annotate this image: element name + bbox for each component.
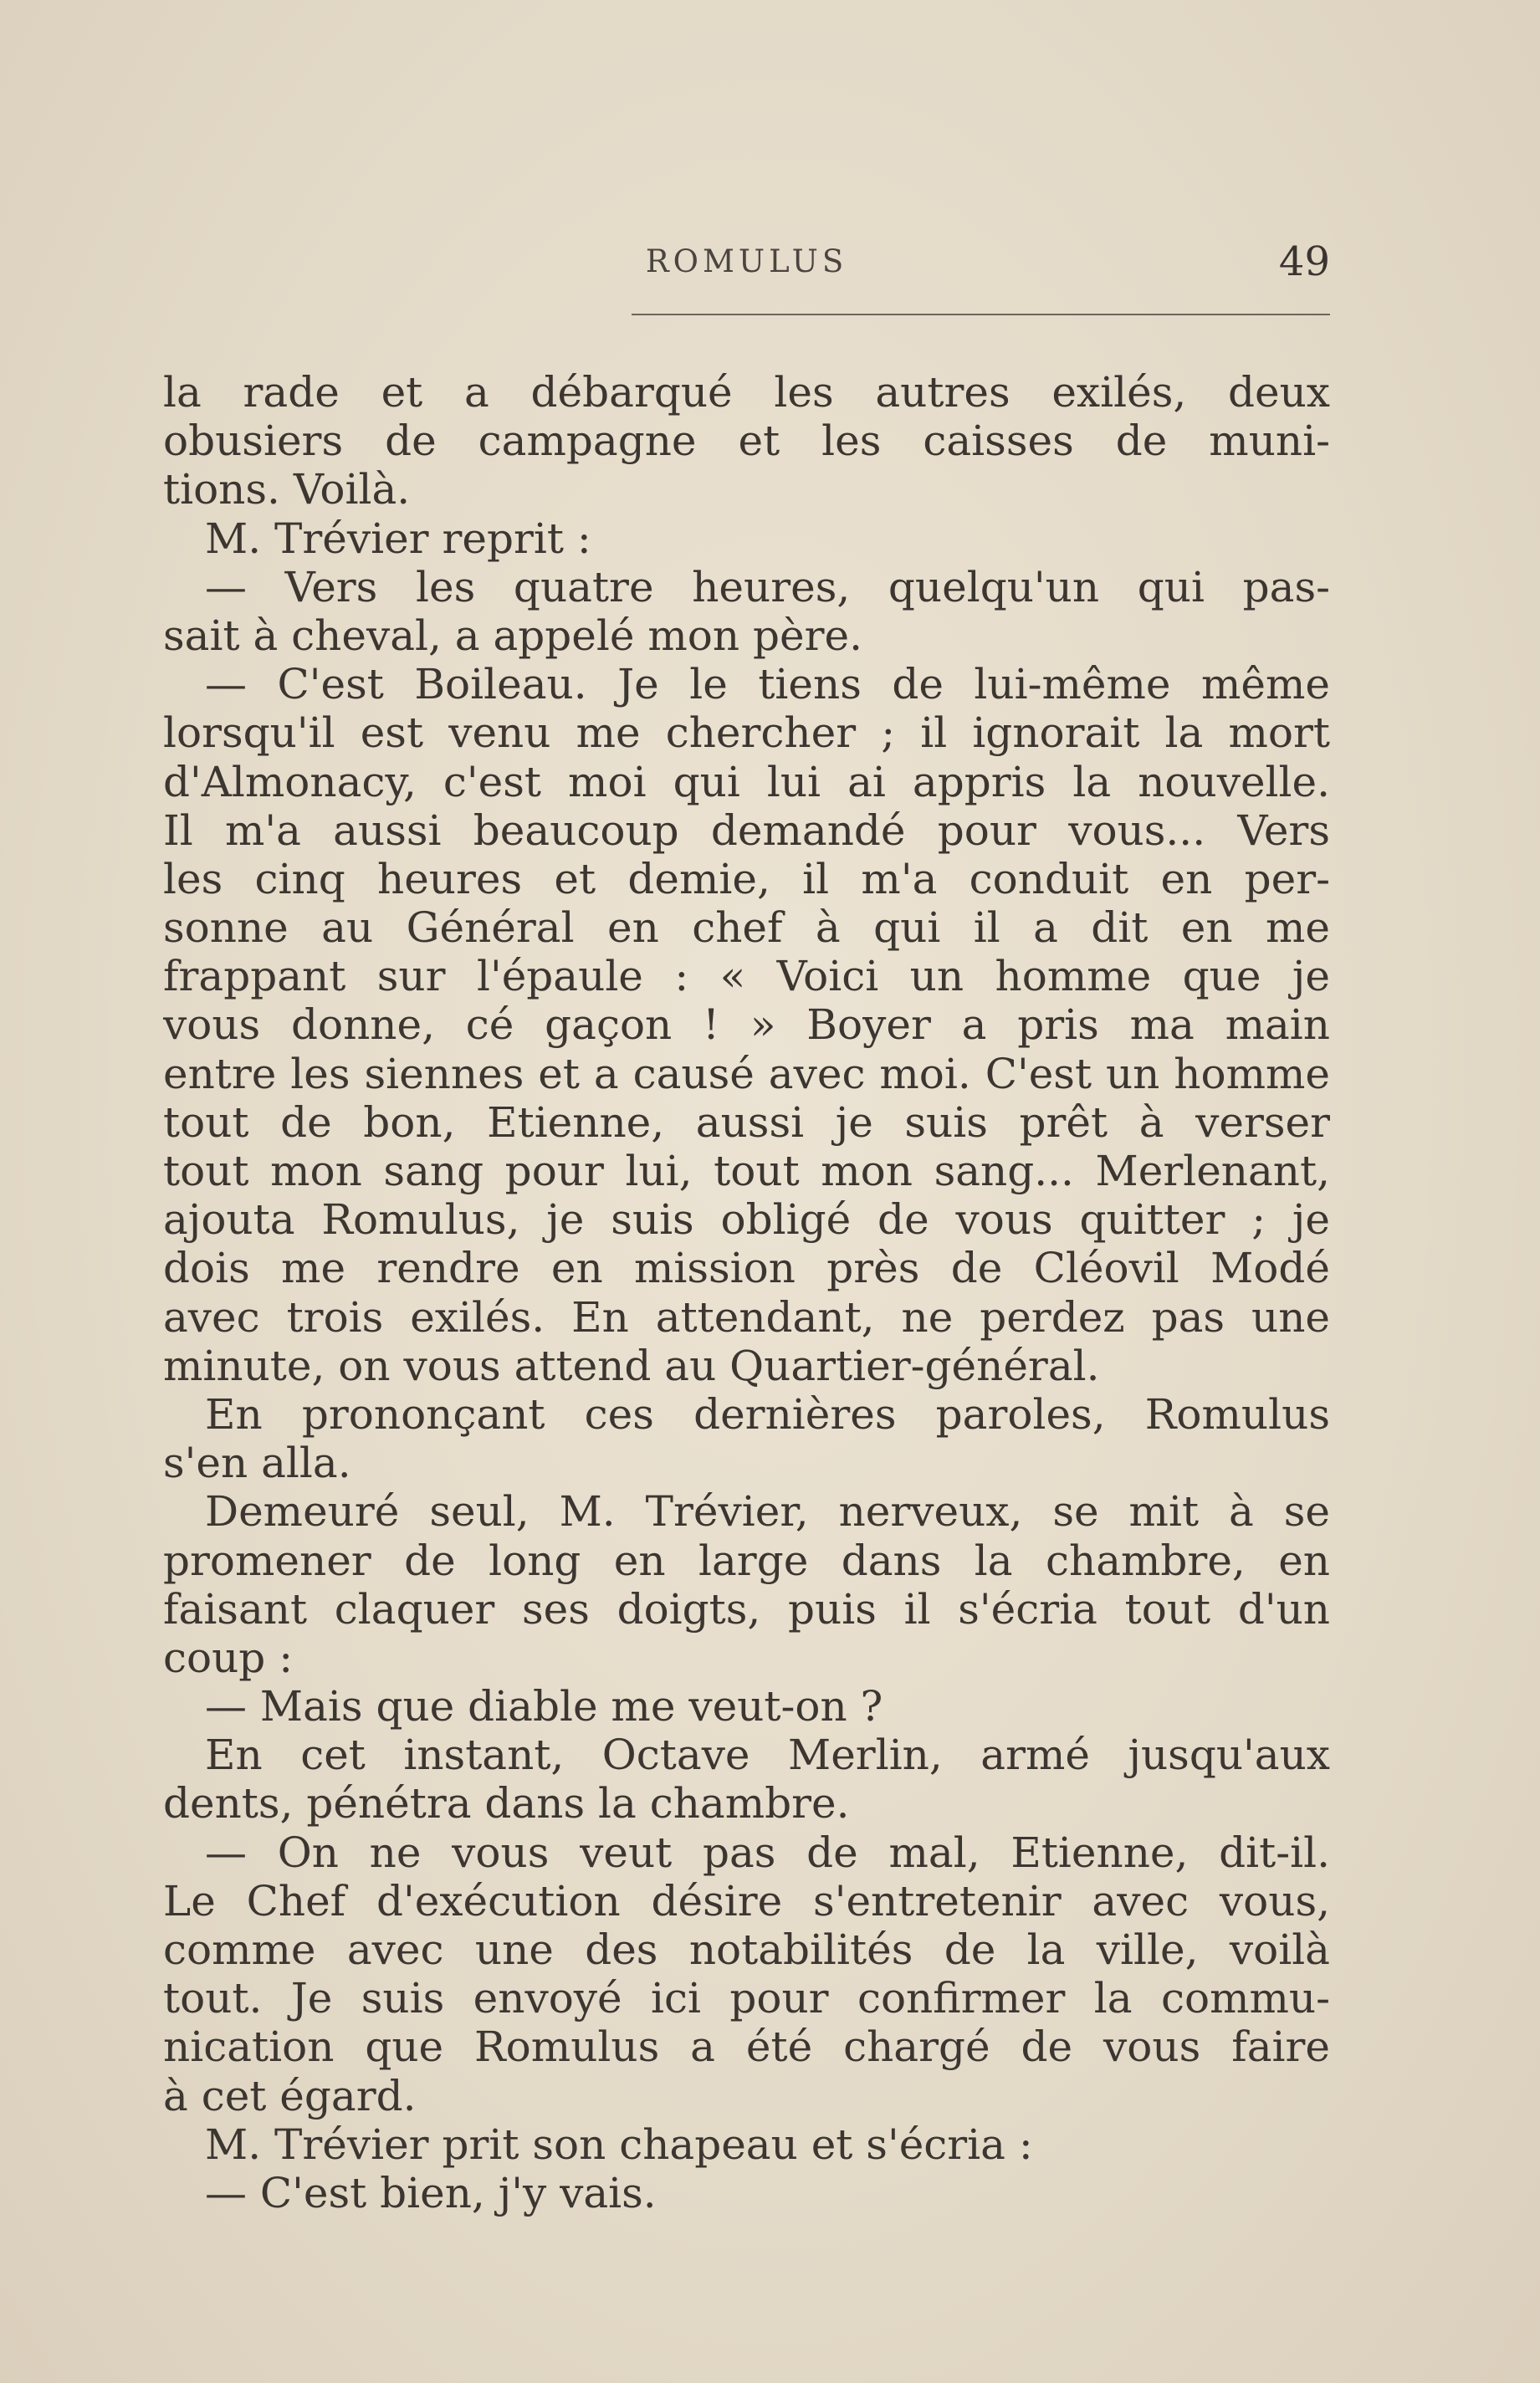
running-title: ROMULUS [645, 243, 848, 279]
text-line: d'Almonacy, c'est moi qui lui ai appris la nouvelle. [163, 757, 1330, 806]
text-line: tions. Voilà. [163, 465, 411, 514]
text-line: la rade et a débarqué les autres exilés, deux [163, 368, 1330, 417]
text-line: M. Trévier reprit : [163, 514, 591, 563]
text-line: minute, on vous attend au Quartier-général. [163, 1341, 1100, 1390]
text-line: coup : [163, 1633, 294, 1682]
text-line: — C'est Boileau. Je le tiens de lui-même même [163, 660, 1330, 709]
text-line: tout mon sang pour lui, tout mon sang... Merlenant, [163, 1147, 1330, 1195]
text-line: — On ne vous veut pas de mal, Etienne, dit-il. [163, 1828, 1330, 1877]
text-line: En prononçant ces dernières paroles, Romulus [163, 1389, 1330, 1439]
text-line: lorsqu'il est venu me chercher ; il ignorait la mort [163, 708, 1330, 758]
text-line: dents, pénétra dans la chambre. [163, 1779, 850, 1828]
text-line: frappant sur l'épaule : « Voici un homme que je [163, 952, 1330, 1001]
text-line: sonne au Général en chef à qui il a dit en me [163, 903, 1330, 953]
header-rule [632, 314, 1330, 315]
text-line: nication que Romulus a été chargé de vous faire [163, 2022, 1330, 2072]
text-line: s'en alla. [163, 1439, 351, 1488]
text-line: dois me rendre en mission près de Cléovil Modé [163, 1244, 1330, 1293]
text-line: Demeuré seul, M. Trévier, nerveux, se mit à se [163, 1487, 1330, 1537]
text-line: faisant claquer ses doigts, puis il s'écria tout d'un [163, 1584, 1330, 1634]
text-line: — Vers les quatre heures, quelqu'un qui pas- [163, 562, 1330, 611]
text-line: — Mais que diable me veut-on ? [163, 1682, 883, 1731]
text-line: En cet instant, Octave Merlin, armé jusqu'aux [163, 1731, 1330, 1780]
text-line: Le Chef d'exécution désire s'entretenir avec vous, [163, 1876, 1330, 1925]
text-line: les cinq heures et demie, il m'a conduit en per- [163, 854, 1330, 903]
text-line: comme avec une des notabilités de la ville, voilà [163, 1925, 1330, 1974]
text-line: promener de long en large dans la chambre, en [163, 1536, 1330, 1585]
text-line: sait à cheval, a appelé mon père. [163, 611, 862, 660]
text-line: — C'est bien, j'y vais. [163, 2168, 657, 2217]
text-line: ajouta Romulus, je suis obligé de vous quitter ; je [163, 1195, 1330, 1245]
text-line: tout. Je suis envoyé ici pour confirmer la commu- [163, 1974, 1330, 2023]
running-head [163, 238, 1330, 289]
text-line: à cet égard. [163, 2071, 417, 2120]
body-text [163, 368, 1330, 2217]
text-line: obusiers de campagne et les caisses de muni- [163, 417, 1330, 466]
text-line: tout de bon, Etienne, aussi je suis prêt à verser [163, 1097, 1330, 1147]
text-line: vous donne, cé gaçon ! » Boyer a pris ma main [163, 1000, 1330, 1050]
text-line: entre les siennes et a causé avec moi. C'est un homme [163, 1049, 1330, 1098]
page-number: 49 [1278, 238, 1330, 285]
text-line: avec trois exilés. En attendant, ne perdez pas une [163, 1292, 1330, 1342]
text-line: Il m'a aussi beaucoup demandé pour vous... Vers [163, 805, 1330, 855]
text-line: M. Trévier prit son chapeau et s'écria : [163, 2120, 1033, 2169]
